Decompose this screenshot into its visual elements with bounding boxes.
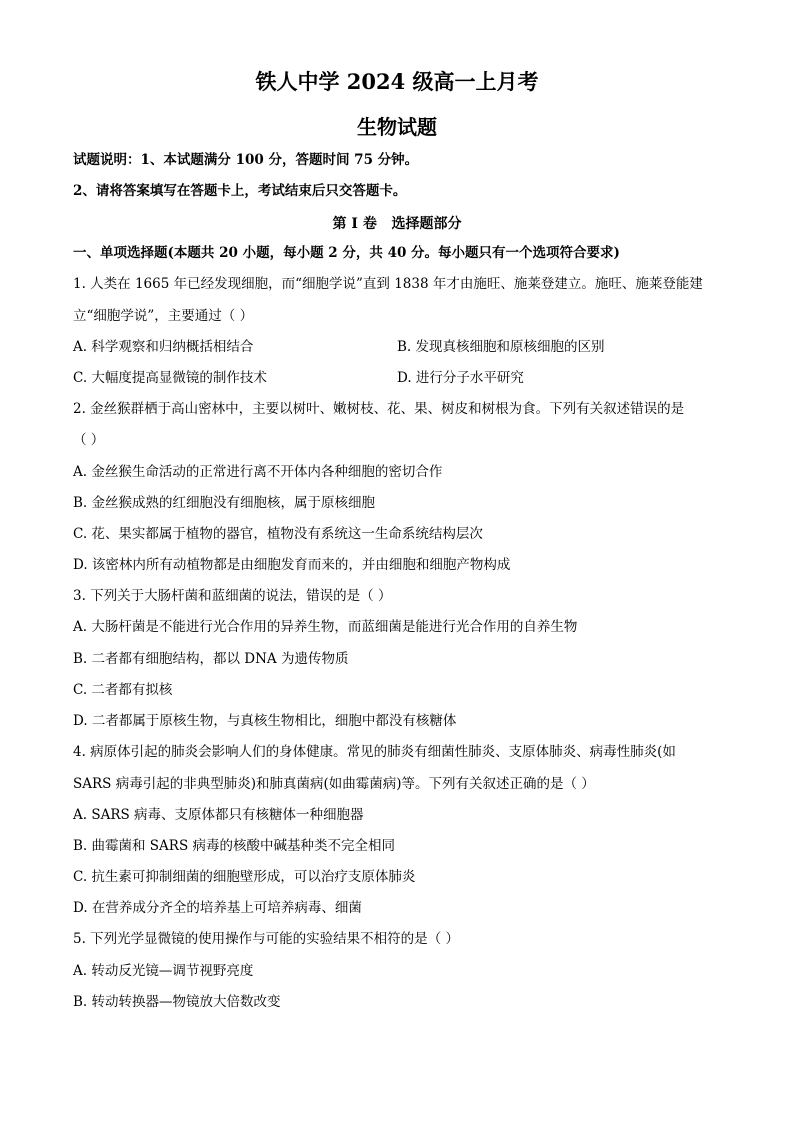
q5-option-b: B. 转动转换器—物镜放大倍数改变 [73,994,281,1010]
section-instruction: 一、单项选择题(本题共 20 小题，每小题 2 分，共 40 分。每小题只有一个选项符合要求) [73,245,620,261]
q1-option-a: A. 科学观察和归纳概括相结合 [73,339,254,355]
q3-option-b: B. 二者都有细胞结构，都以 DNA 为遗传物质 [73,651,349,667]
q1-stem-line1: 1. 人类在 1665 年已经发现细胞，而“细胞学说”直到 1838 年才由施旺、施莱登建立。施旺、施莱登能建 [73,276,703,292]
section-title: 第 I 卷 选择题部分 [332,216,462,232]
q4-option-b: B. 曲霉菌和 SARS 病毒的核酸中碱基种类不完全相同 [73,838,395,854]
q2-stem-line2: （ ） [73,432,105,448]
q5-stem: 5. 下列光学显微镜的使用操作与可能的实验结果不相符的是（ ） [73,931,459,947]
q4-stem-line2: SARS 病毒引起的非典型肺炎)和肺真菌病(如曲霉菌病)等。下列有关叙述正确的是（ ） [73,776,595,792]
q3-option-c: C. 二者都有拟核 [73,682,173,698]
q3-option-d: D. 二者都属于原核生物，与真核生物相比，细胞中都没有核糖体 [73,713,457,729]
exam-title: 铁人中学 2024 级高一上月考 [255,69,539,94]
q4-option-c: C. 抗生素可抑制细菌的细胞壁形成，可以治疗支原体肺炎 [73,869,416,885]
exam-subtitle: 生物试题 [357,115,437,139]
q4-option-a: A. SARS 病毒、支原体都只有核糖体一种细胞器 [73,807,364,823]
q3-option-a: A. 大肠杆菌是不能进行光合作用的异养生物，而蓝细菌是能进行光合作用的自养生物 [73,619,578,635]
exam-note-2: 2、请将答案填写在答题卡上，考试结束后只交答题卡。 [73,183,407,199]
exam-note-1: 试题说明：1、本试题满分 100 分，答题时间 75 分钟。 [73,152,419,168]
q1-option-b: B. 发现真核细胞和原核细胞的区别 [397,339,605,355]
q1-stem-line2: 立“细胞学说”，主要通过（ ） [73,308,254,324]
q1-option-c: C. 大幅度提高显微镜的制作技术 [73,370,267,386]
q2-option-d: D. 该密林内所有动植物都是由细胞发育而来的，并由细胞和细胞产物构成 [73,557,511,573]
q2-option-c: C. 花、果实都属于植物的器官，植物没有系统这一生命系统结构层次 [73,526,483,542]
q2-option-a: A. 金丝猴生命活动的正常进行离不开体内各种细胞的密切合作 [73,464,443,480]
q2-option-b: B. 金丝猴成熟的红细胞没有细胞核，属于原核细胞 [73,495,376,511]
q2-stem-line1: 2. 金丝猴群栖于高山密林中，主要以树叶、嫩树枝、花、果、树皮和树根为食。下列有关叙述错误的是 [73,401,685,417]
q4-stem-line1: 4. 病原体引起的肺炎会影响人们的身体健康。常见的肺炎有细菌性肺炎、支原体肺炎、病毒性肺炎(如 [73,744,676,760]
q1-option-d: D. 进行分子水平研究 [397,370,524,386]
q3-stem: 3. 下列关于大肠杆菌和蓝细菌的说法，错误的是（ ） [73,588,392,604]
q5-option-a: A. 转动反光镜—调节视野亮度 [73,963,254,979]
q4-option-d: D. 在营养成分齐全的培养基上可培养病毒、细菌 [73,900,362,916]
